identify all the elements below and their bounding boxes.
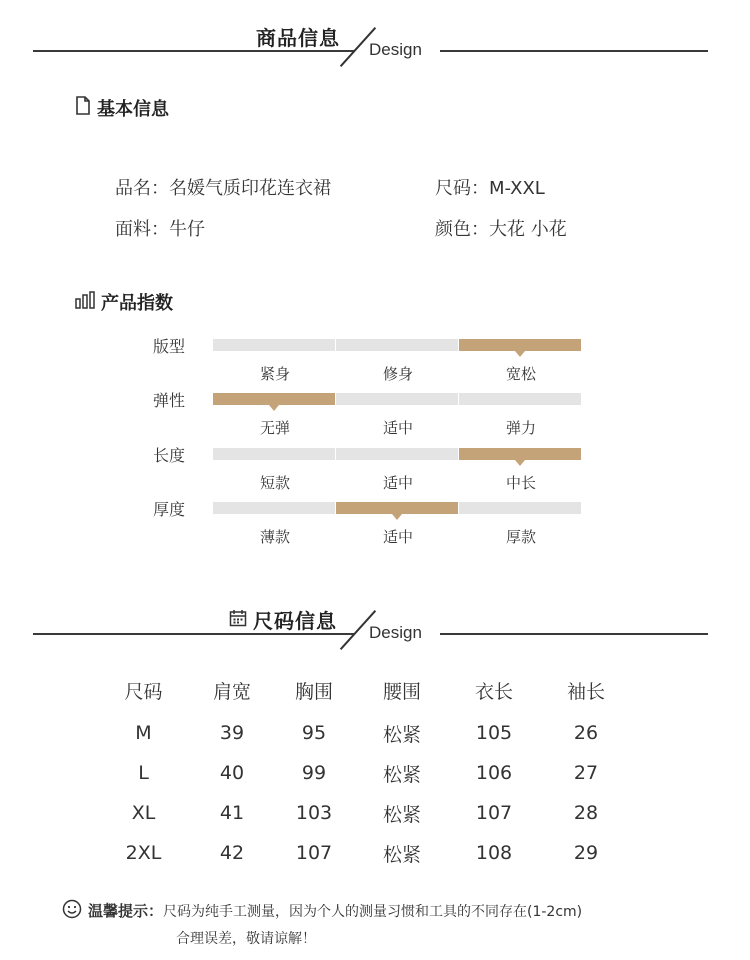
index-option-label: 薄款: [259, 528, 290, 546]
notice-line-2: 合理误差，敬请谅解！: [176, 931, 316, 947]
table-header-cell: 袖长: [566, 680, 605, 703]
table-cell: 2XL: [125, 842, 162, 864]
notice-text-1: 尺码为纯手工测量，因为个人的测量习惯和工具的不同存在(1-2cm): [163, 904, 583, 920]
smile-icon: [62, 899, 82, 923]
table-cell: M: [135, 722, 152, 744]
index-row-label: 弹性: [153, 391, 186, 410]
calendar-icon: [229, 608, 247, 632]
table-cell: 42: [219, 842, 245, 864]
section-divider-right: [440, 50, 708, 52]
table-header-cell: 胸围: [294, 680, 333, 703]
index-option-label: 厚款: [505, 528, 536, 546]
index-segment-selected: [459, 448, 581, 460]
selected-marker-icon: [515, 351, 525, 357]
index-option-label: 宽松: [505, 365, 536, 383]
section-design-label: Design: [369, 40, 422, 59]
table-cell: XL: [131, 802, 156, 824]
table-cell: 41: [219, 802, 245, 824]
product-index-heading: [75, 289, 173, 315]
index-option-label: 适中: [382, 474, 413, 492]
index-option-label: 短款: [259, 474, 290, 492]
index-option-label: 紧身: [259, 365, 290, 383]
selected-marker-icon: [392, 514, 402, 520]
table-header-cell: 腰围: [382, 680, 421, 703]
section-divider-right: [440, 633, 708, 635]
selected-marker-icon: [269, 405, 279, 411]
table-cell: 40: [219, 762, 245, 784]
table-cell: 26: [573, 722, 599, 744]
index-row-track: [213, 448, 581, 460]
notice-label: 温馨提示：: [88, 902, 164, 920]
table-cell: 29: [573, 842, 599, 864]
index-segment-selected: [459, 339, 581, 351]
basic-info-title: 基本信息: [97, 99, 169, 120]
product-size-range: 尺码：M-XXL: [435, 178, 545, 199]
index-option-label: 适中: [382, 419, 413, 437]
index-row-label: 厚度: [153, 500, 186, 519]
size-info-title: 尺码信息: [253, 609, 337, 633]
table-row: [96, 753, 633, 793]
index-option-label: 弹力: [505, 419, 536, 437]
index-segment: [213, 502, 335, 514]
selected-marker-icon: [515, 460, 525, 466]
index-option-label: 无弹: [259, 419, 290, 437]
index-segment: [336, 339, 458, 351]
basic-info-heading: [75, 95, 169, 121]
index-segment: [336, 448, 458, 460]
index-row-track: [213, 393, 581, 405]
index-segment: [459, 502, 581, 514]
section-title-size-info: [229, 605, 337, 634]
index-segment-selected: [336, 502, 458, 514]
table-cell: 39: [219, 722, 245, 744]
table-row: [96, 833, 633, 873]
table-cell: 松紧: [382, 843, 421, 866]
table-cell: 松紧: [382, 763, 421, 786]
index-segment: [213, 448, 335, 460]
index-row-label: 长度: [153, 446, 186, 465]
index-row-track: [213, 502, 581, 514]
index-option-label: 适中: [382, 528, 413, 546]
index-row-label: 版型: [153, 337, 186, 356]
index-row-track: [213, 339, 581, 351]
table-row: [96, 713, 633, 753]
document-icon: [75, 96, 91, 120]
table-cell: 105: [475, 722, 513, 744]
product-fabric: 面料：牛仔: [115, 219, 205, 240]
table-cell: 28: [573, 802, 599, 824]
section-design-label: Design: [369, 623, 422, 642]
table-header-row: [96, 675, 633, 705]
product-color: 颜色：大花 小花: [435, 219, 567, 240]
table-cell: 95: [301, 722, 327, 744]
product-index-title: 产品指数: [101, 293, 173, 314]
index-option-label: 中长: [505, 474, 536, 492]
table-cell: 99: [301, 762, 327, 784]
table-cell: 松紧: [382, 723, 421, 746]
table-header-cell: 肩宽: [212, 680, 251, 703]
bar-chart-icon: [75, 291, 95, 314]
size-table: [96, 675, 633, 873]
table-cell: 108: [475, 842, 513, 864]
table-cell: 103: [295, 802, 333, 824]
index-segment-selected: [213, 393, 335, 405]
notice-line-1: [88, 900, 582, 921]
product-name: 品名：名媛气质印花连衣裙: [115, 178, 331, 199]
section-title-product-info: 商品信息: [256, 26, 340, 50]
table-cell: 107: [295, 842, 333, 864]
table-cell: 27: [573, 762, 599, 784]
table-header-cell: 衣长: [474, 680, 513, 703]
index-segment: [336, 393, 458, 405]
table-cell: 106: [475, 762, 513, 784]
index-segment: [213, 339, 335, 351]
table-cell: 107: [475, 802, 513, 824]
table-cell: L: [138, 762, 149, 784]
table-header-cell: 尺码: [124, 680, 163, 703]
index-option-label: 修身: [382, 365, 413, 383]
table-row: [96, 793, 633, 833]
table-cell: 松紧: [382, 803, 421, 826]
index-segment: [459, 393, 581, 405]
